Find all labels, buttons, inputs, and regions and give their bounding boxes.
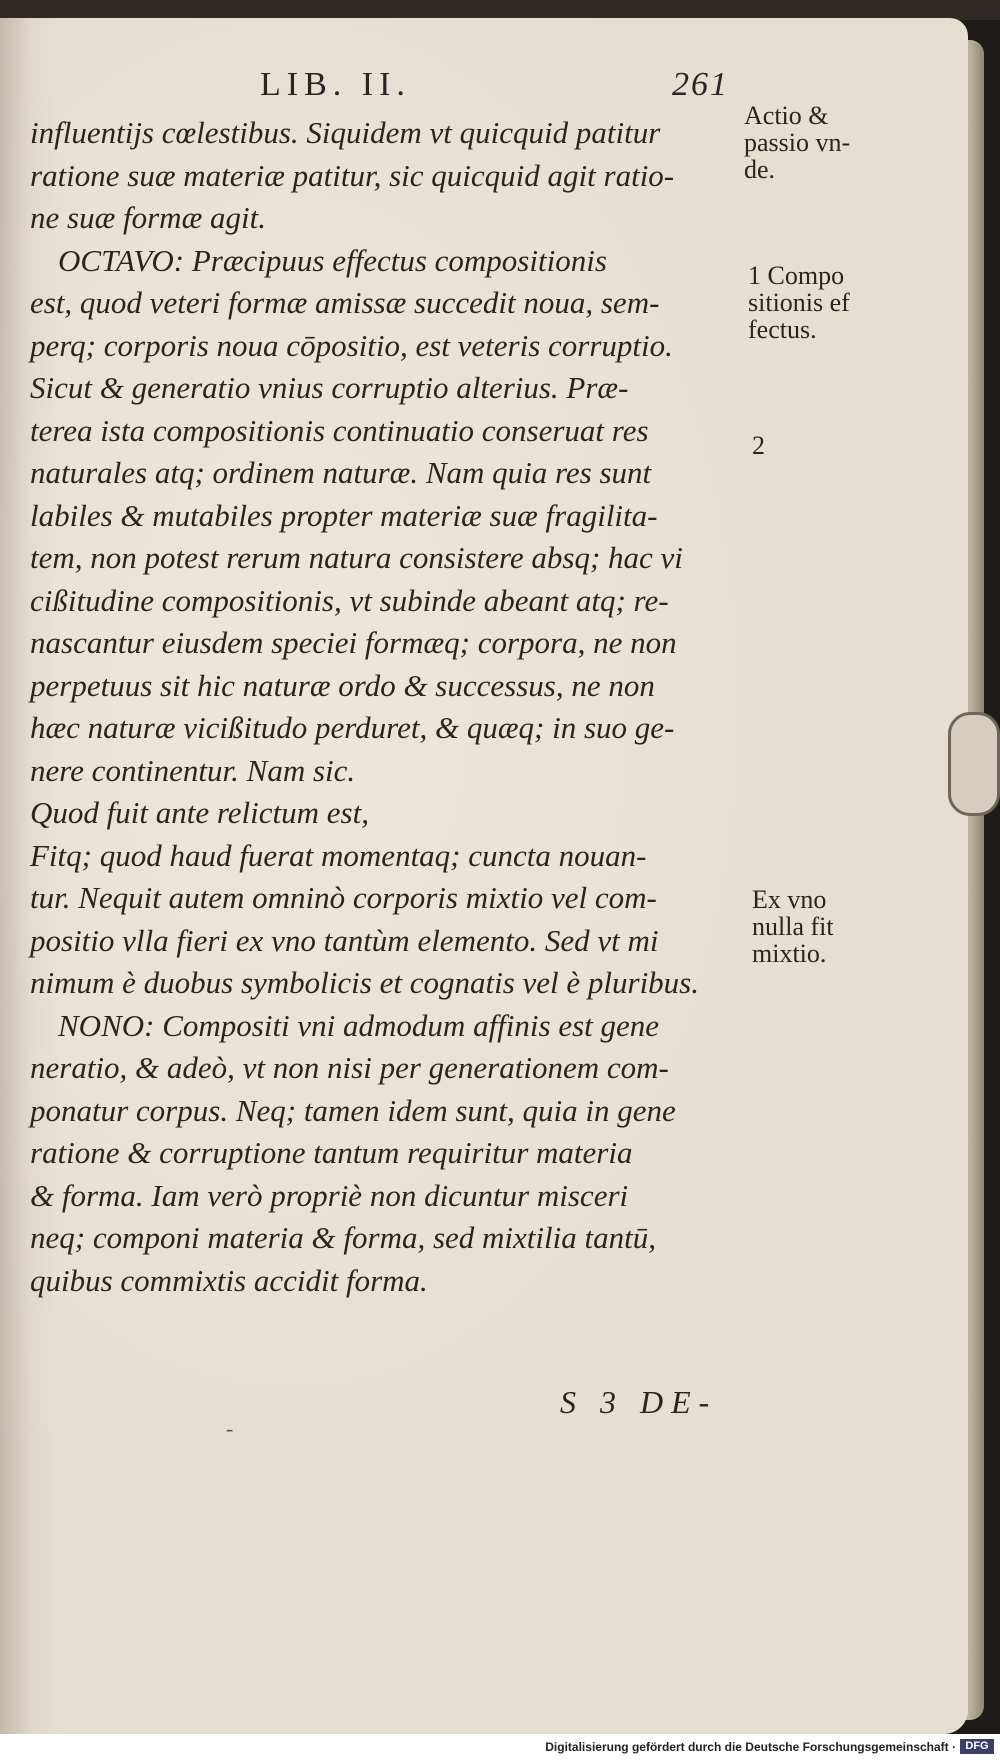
text-line: perq; corporis noua cōpositio, est veteris corruptio. <box>30 327 673 363</box>
body-text <box>30 112 750 1302</box>
text-line: neratio, & adeò, vt non nisi per generationem com- <box>30 1050 669 1085</box>
margin-note-ex-vno <box>752 886 834 967</box>
margin-note-line: Actio & <box>744 101 829 130</box>
text-line: Sicut & generatio vnius corruptio alterius. Præ- <box>30 370 629 405</box>
digitization-credit: Digitalisierung gefördert durch die Deutsche Forschungsgemeinschaft · <box>545 1740 956 1754</box>
clasp-tab <box>948 712 1000 816</box>
text-line: ratione & corruptione tantum requiritur materia <box>30 1135 633 1170</box>
margin-note-line: passio vn- <box>744 128 851 157</box>
text-line: nere continentur. Nam sic. <box>30 752 356 788</box>
text-line: OCTAVO: Præcipuus effectus compositionis <box>58 242 607 278</box>
text-line: neq; componi materia & forma, sed mixtilia tantū, <box>30 1220 656 1255</box>
page-number: 261 <box>672 66 729 103</box>
catchword: S 3 DE- <box>560 1384 718 1420</box>
text-line: NONO: Compositi vni admodum affinis est gene <box>58 1007 660 1043</box>
margin-note-line: 2 <box>752 431 765 460</box>
margin-note-line: nulla fit <box>752 912 834 941</box>
margin-note-line: de. <box>744 155 776 184</box>
text-line: nascantur eiusdem speciei formæq; corpora, ne non <box>30 625 677 660</box>
margin-note-line: mixtio. <box>752 939 827 968</box>
margin-note-two <box>752 432 765 459</box>
text-line: terea ista compositionis continuatio conseruat res <box>30 412 649 448</box>
margin-note-line: 1 Compo <box>748 261 845 290</box>
margin-note-line: sitionis ef <box>748 288 850 317</box>
verse-line: Quod fuit ante relictum est, <box>30 795 369 830</box>
text-line: ne suæ formæ agit. <box>30 200 266 235</box>
text-line: hæc naturæ vicißitudo perduret, & quæq; in suo ge- <box>30 710 675 745</box>
text-line: naturales atq; ordinem naturæ. Nam quia res sunt <box>30 455 652 490</box>
dfg-logo: DFG <box>960 1739 994 1754</box>
text-line: tur. Nequit autem omninò corporis mixtio vel com- <box>30 880 657 915</box>
top-border <box>0 0 1000 20</box>
text-line: nimum è duobus symbolicis et cognatis vel è pluribus. <box>30 965 699 1000</box>
text-line: influentijs cœlestibus. Siquidem vt quicquid patitur <box>30 115 661 150</box>
margin-note-line: fectus. <box>748 315 817 344</box>
text-line: tem, non potest rerum natura consistere absq; hac vi <box>30 540 683 575</box>
text-line: labiles & mutabiles propter materiæ suæ fragilita- <box>30 497 658 533</box>
text-line: & forma. Iam verò propriè non dicuntur misceri <box>30 1177 629 1213</box>
verse-line: Fitq; quod haud fuerat momentaq; cuncta nouan- <box>30 837 647 873</box>
text-line: perpetuus sit hic naturæ ordo & successus, ne non <box>30 667 655 703</box>
running-head: LIB. II. <box>260 66 411 103</box>
text-line: cißitudine compositionis, vt subinde abeant atq; re- <box>30 582 669 618</box>
margin-note-compositionis <box>748 262 850 343</box>
text-line: quibus commixtis accidit forma. <box>30 1262 428 1298</box>
margin-note-line: Ex vno <box>752 885 827 914</box>
stray-mark: - <box>226 1416 234 1441</box>
margin-note-actio <box>744 102 850 183</box>
text-line: ratione suæ materiæ patitur, sic quicquid agit ratio- <box>30 157 675 193</box>
text-line: est, quod veteri formæ amissæ succedit noua, sem- <box>30 285 660 320</box>
text-line: positio vlla fieri ex vno tantùm elemento. Sed vt mi <box>30 922 659 958</box>
text-line: ponatur corpus. Neq; tamen idem sunt, quia in gene <box>30 1092 676 1128</box>
